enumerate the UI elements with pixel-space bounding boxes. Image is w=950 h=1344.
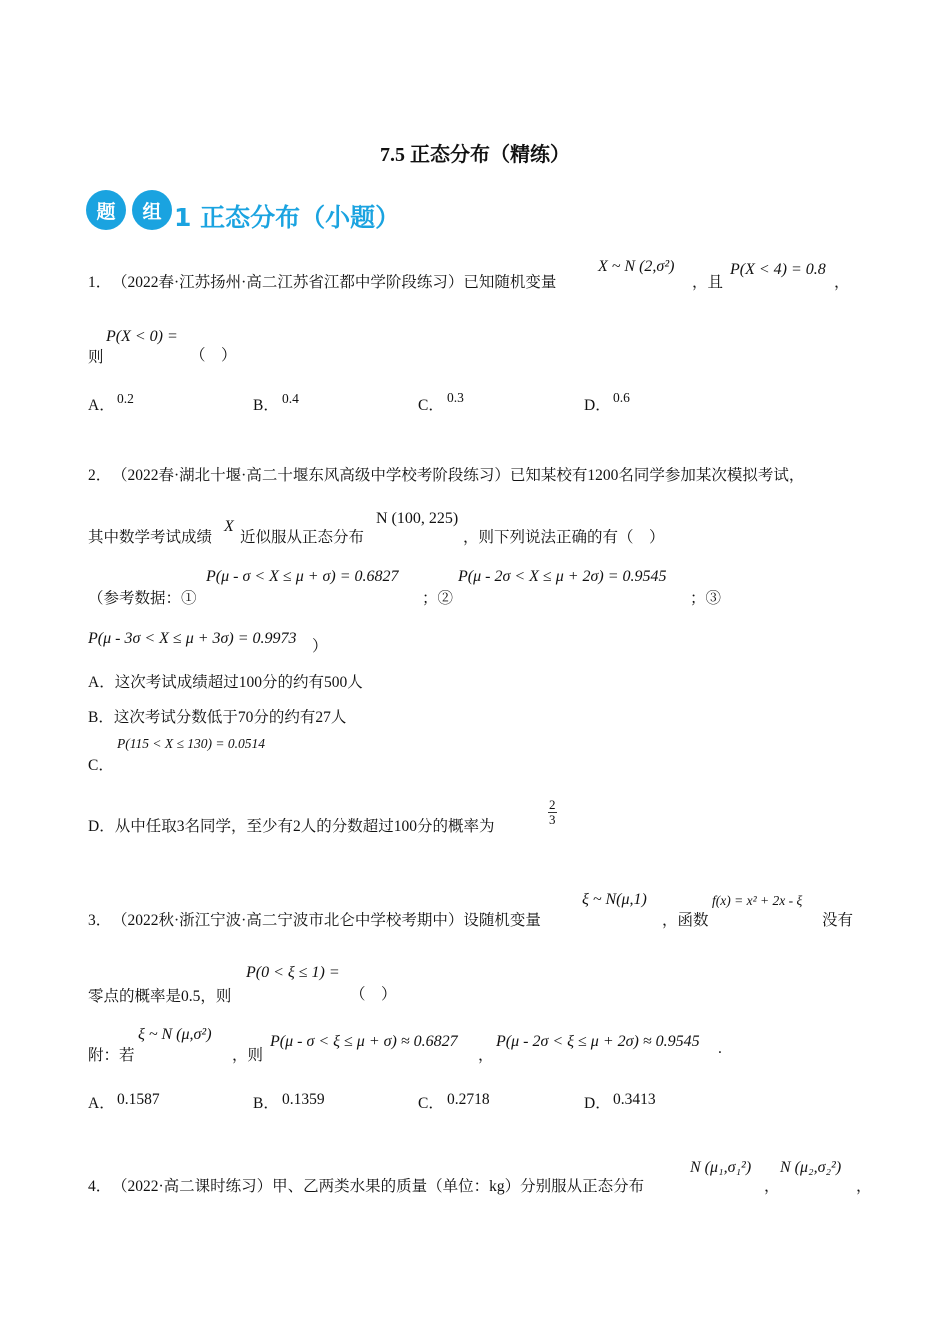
q3-source: （2022秋·浙江宁波·高二宁波市北仑中学校考期中）设随机变量 <box>112 912 541 929</box>
q4-source: （2022·高二课时练习）甲、乙两类水果的质量（单位：kg）分别服从正态分布 <box>112 1178 645 1195</box>
q3-option-a-label: A． <box>88 1095 115 1112</box>
q4-end: ， <box>856 1178 872 1195</box>
q2-option-c-label: C． <box>88 757 114 774</box>
q1-then: 则 <box>88 349 104 366</box>
q2-number: 2． <box>88 467 112 484</box>
q1-formula-cond: P(X < 4) = 0.8 <box>730 261 826 278</box>
q2-option-b: B．这次考试分数低于70分的约有27人 <box>88 709 347 726</box>
q2-ref2: P(μ - 2σ < X ≤ μ + 2σ) = 0.9545 <box>458 568 667 585</box>
q2-ref3: P(μ - 3σ < X ≤ μ + 3σ) = 0.9973 <box>88 630 297 647</box>
q1-option-a-value: 0.2 <box>117 391 134 406</box>
group-heading: 1 正态分布（小题） <box>174 203 401 232</box>
q1-comma: ， <box>834 274 850 291</box>
q4-formula-2: N (μ₂,σ₂²) <box>780 1159 842 1176</box>
q1-number: 1． <box>88 274 112 291</box>
q4-sep: ， <box>764 1178 780 1195</box>
q2-sep2: ；② <box>422 590 454 607</box>
q3-formula-fn: f(x) = x² + 2x - ξ <box>712 893 803 908</box>
q2-option-c-formula: P(115 < X ≤ 130) = 0.0514 <box>117 736 265 751</box>
q2-ref-close: ） <box>312 638 328 655</box>
q2-formula-dist: N (100, 225) <box>376 510 459 527</box>
q3-option-b-label: B． <box>253 1095 279 1112</box>
fraction-denominator: 3 <box>549 812 556 827</box>
q3-note-f1: P(μ - σ < ξ ≤ μ + σ) ≈ 0.6827 <box>270 1033 458 1050</box>
q3-note-dist: ξ ~ N (μ,σ²) <box>138 1026 212 1043</box>
q3-option-c-label: C． <box>418 1095 444 1112</box>
q3-formula-ask: P(0 < ξ ≤ 1) = <box>246 964 340 981</box>
q2-source: （2022春·湖北十堰·高二十堰东风高级中学校考阶段练习）已知某校有1200名同学参加某次模拟考试， <box>112 467 805 484</box>
q3-line2: 零点的概率是0.5，则 <box>88 988 232 1005</box>
q1-option-a-label: A． <box>88 397 115 414</box>
q3-text-fn: ，函数 <box>662 912 709 929</box>
q1-option-b-value: 0.4 <box>282 391 299 406</box>
q2-option-d-fraction <box>548 798 557 827</box>
page-title: 7.5 正态分布（精练） <box>380 144 570 166</box>
q1-option-d-label: D． <box>584 397 611 414</box>
q3-option-d-value: 0.3413 <box>613 1091 656 1108</box>
q2-line2-b: 近似服从正态分布 <box>240 529 365 546</box>
q2-option-a: A．这次考试成绩超过100分的约有500人 <box>88 674 363 691</box>
q1-option-c-value: 0.3 <box>447 390 464 405</box>
q1-text-mid: ，且 <box>692 274 724 291</box>
fraction-numerator: 2 <box>549 797 556 812</box>
q1-option-c-label: C． <box>418 397 444 414</box>
q4-number: 4． <box>88 1178 112 1195</box>
q3-paren: （ ） <box>350 986 397 1003</box>
q3-note-f2: P(μ - 2σ < ξ ≤ μ + 2σ) ≈ 0.9545 <box>496 1033 700 1050</box>
q3-option-a-value: 0.1587 <box>117 1091 160 1108</box>
q1-source: （2022春·江苏扬州·高二江苏省江都中学阶段练习）已知随机变量 <box>112 274 557 291</box>
q2-option-d: D．从中任取3名同学，至少有2人的分数超过100分的概率为 <box>88 818 495 835</box>
q2-line2-c: ，则下列说法正确的有（ ） <box>463 529 665 546</box>
q2-ref1: P(μ - σ < X ≤ μ + σ) = 0.6827 <box>206 568 399 585</box>
q2-sep3: ；③ <box>690 590 722 607</box>
q1-option-b-label: B． <box>253 397 279 414</box>
q3-text-end: 没有 <box>822 912 854 929</box>
q1-paren: （ ） <box>190 347 237 364</box>
q2-var-x: X <box>224 518 234 535</box>
q3-option-b-value: 0.1359 <box>282 1091 325 1108</box>
q3-note-a: 附：若 <box>88 1047 135 1064</box>
q1-formula-ask: P(X < 0) = <box>106 328 178 345</box>
q1-option-d-value: 0.6 <box>613 390 630 405</box>
q3-note-b: ，则 <box>232 1047 264 1064</box>
q3-formula-dist: ξ ~ N(μ,1) <box>582 891 647 908</box>
q3-number: 3． <box>88 912 112 929</box>
q4-formula-1: N (μ₁,σ₁²) <box>690 1159 752 1176</box>
q1-formula-dist: X ~ N (2,σ²) <box>598 258 675 275</box>
q3-note-d: . <box>718 1040 722 1057</box>
group-badge-ti: 题 <box>86 190 126 230</box>
q3-option-c-value: 0.2718 <box>447 1091 490 1108</box>
q3-note-c: ， <box>478 1047 494 1064</box>
q2-ref-label: （参考数据：① <box>88 590 197 607</box>
q2-line2-a: 其中数学考试成绩 <box>88 529 213 546</box>
q3-option-d-label: D． <box>584 1095 611 1112</box>
group-badge-zu: 组 <box>132 190 172 230</box>
